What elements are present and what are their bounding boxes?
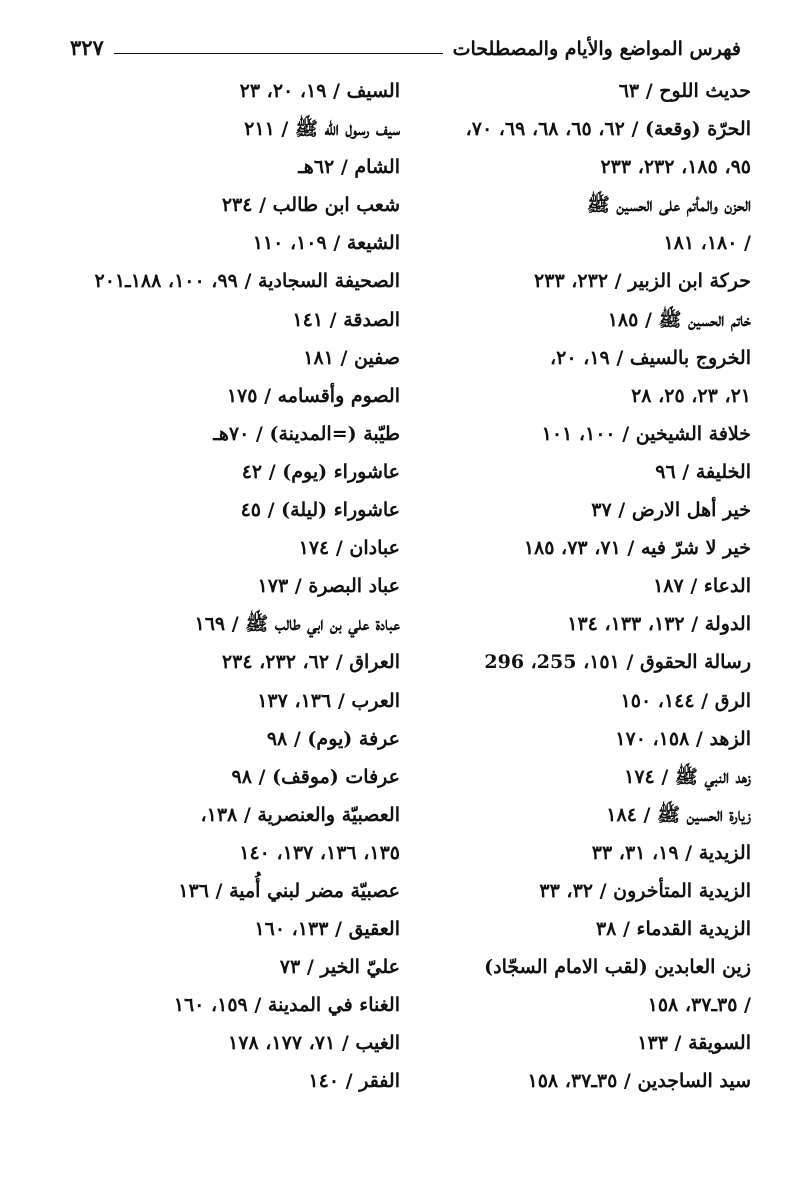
index-entry: ٩٥، ١٨٥، ٢٣٢، ٢٣٣ <box>600 156 751 179</box>
index-columns <box>60 72 751 1101</box>
index-entry: الدعاء / ١٨٧ <box>653 575 751 598</box>
index-entry: الزيدية / ١٩، ٣١، ٣٣ <box>591 841 751 864</box>
index-entry: / ٣٥ـ٣٧، ١٥٨ <box>647 994 751 1017</box>
index-entry: عبادان / ١٧٤ <box>298 537 400 560</box>
index-entry: صفين / ١٨١ <box>303 346 400 369</box>
index-entry: خير لا شرّ فيه / ٧١، ٧٣، ١٨٥ <box>523 537 751 560</box>
index-entry: عاشوراء (ليلة) / ٤٥ <box>240 499 400 522</box>
index-entry: الزيدية القدماء / ٣٨ <box>595 918 751 941</box>
index-entry: الخليفة / ٩٦ <box>655 460 751 483</box>
index-entry: الفقر / ١٤٠ <box>308 1070 400 1093</box>
index-entry: عرفات (موقف) / ٩٨ <box>231 765 400 788</box>
index-entry: الحرّة (وقعة) / ٦٢، ٦٥، ٦٨، ٦٩، ٧٠، <box>465 118 751 141</box>
index-entry: زهد النبي ﷺ / ١٧٤ <box>624 765 751 788</box>
index-entry: الرق / ١٤٤، ١٥٠ <box>620 689 751 712</box>
index-entry: ١٣٥، ١٣٦، ١٣٧، ١٤٠ <box>239 841 400 864</box>
index-entry: الخروج بالسيف / ١٩، ٢٠، <box>550 346 751 369</box>
index-entry: زيارة الحسين ﷺ / ١٨٤ <box>606 803 751 826</box>
index-entry: الغيب / ٧١، ١٧٧، ١٧٨ <box>228 1032 400 1055</box>
index-entry: خلافة الشيخين / ١٠٠، ١٠١ <box>541 422 751 445</box>
header-title: فهرس المواضع والأيام والمصطلحات <box>452 38 741 60</box>
index-entry: شعب ابن طالب / ٢٣٤ <box>221 194 400 217</box>
index-entry: عليّ الخير / ٧٣ <box>279 956 400 979</box>
page-number: ٣٢٧ <box>70 35 104 60</box>
index-entry: رسالة الحقوق / ١٥١، 255، 296 <box>484 651 751 674</box>
index-entry: العقيق / ١٣٣، ١٦٠ <box>254 918 400 941</box>
index-entry: السيف / ١٩، ٢٠، ٢٣ <box>239 80 400 102</box>
index-entry: حركة ابن الزبير / ٢٣٢، ٢٣٣ <box>534 270 751 293</box>
index-entry: العرب / ١٣٦، ١٣٧ <box>257 689 400 712</box>
page-header <box>70 30 741 60</box>
index-entry: خير أهل الارض / ٣٧ <box>591 499 751 522</box>
index-entry: عرفة (يوم) / ٩٨ <box>266 727 400 750</box>
index-entry: عاشوراء (يوم) / ٤٢ <box>241 460 400 483</box>
left-column <box>60 72 400 1101</box>
index-entry: العراق / ٦٢، ٢٣٢، ٢٣٤ <box>221 651 400 674</box>
right-column <box>431 72 751 1101</box>
index-entry: الدولة / ١٣٢، ١٣٣، ١٣٤ <box>567 613 751 636</box>
index-entry: حديث اللوح / ٦٣ <box>618 80 751 102</box>
index-entry: الحزن والمأتم على الحسين ﷺ <box>586 194 751 217</box>
index-entry: الزيدية المتأخرون / ٣٢، ٣٣ <box>539 879 751 902</box>
index-entry: الصدقة / ١٤١ <box>292 308 400 331</box>
index-entry: الشيعة / ١٠٩، ١١٠ <box>252 232 400 255</box>
index-entry: الغناء في المدينة / ١٥٩، ١٦٠ <box>173 994 400 1017</box>
index-entry: الصحيفة السجادية / ٩٩، ١٠٠، ١٨٨ـ٢٠١ <box>94 270 400 293</box>
index-entry: طيّبة (=المدينة) / ٧٠هـ <box>213 422 400 445</box>
index-entry: عصبيّة مضر لبني أُمية / ١٣٦ <box>178 879 400 902</box>
index-entry: ٢١، ٢٣، ٢٥، ٢٨ <box>631 384 751 407</box>
index-entry: العصبيّة والعنصرية / ١٣٨، <box>200 803 400 826</box>
index-entry: / ١٨٠، ١٨١ <box>663 232 751 255</box>
index-entry: زين العابدين (لقب الامام السجّاد) <box>484 956 751 979</box>
index-entry: الصوم وأقسامه / ١٧٥ <box>226 384 400 407</box>
index-entry: الشام / ٦٢هـ <box>298 156 400 179</box>
index-entry: سيد الساجدين / ٣٥ـ٣٧، ١٥٨ <box>527 1070 751 1093</box>
index-entry: عباد البصرة / ١٧٣ <box>257 575 400 598</box>
index-entry: السويقة / ١٣٣ <box>637 1032 751 1055</box>
index-entry: عبادة علي بن ابي طالب ﷺ / ١٦٩ <box>194 613 400 636</box>
index-entry: سيف رسول الله ﷺ / ٢١١ <box>244 118 400 141</box>
index-entry: خاتم الحسين ﷺ / ١٨٥ <box>607 308 751 331</box>
index-entry: الزهد / ١٥٨، ١٧٠ <box>615 727 751 750</box>
header-rule <box>114 53 443 54</box>
